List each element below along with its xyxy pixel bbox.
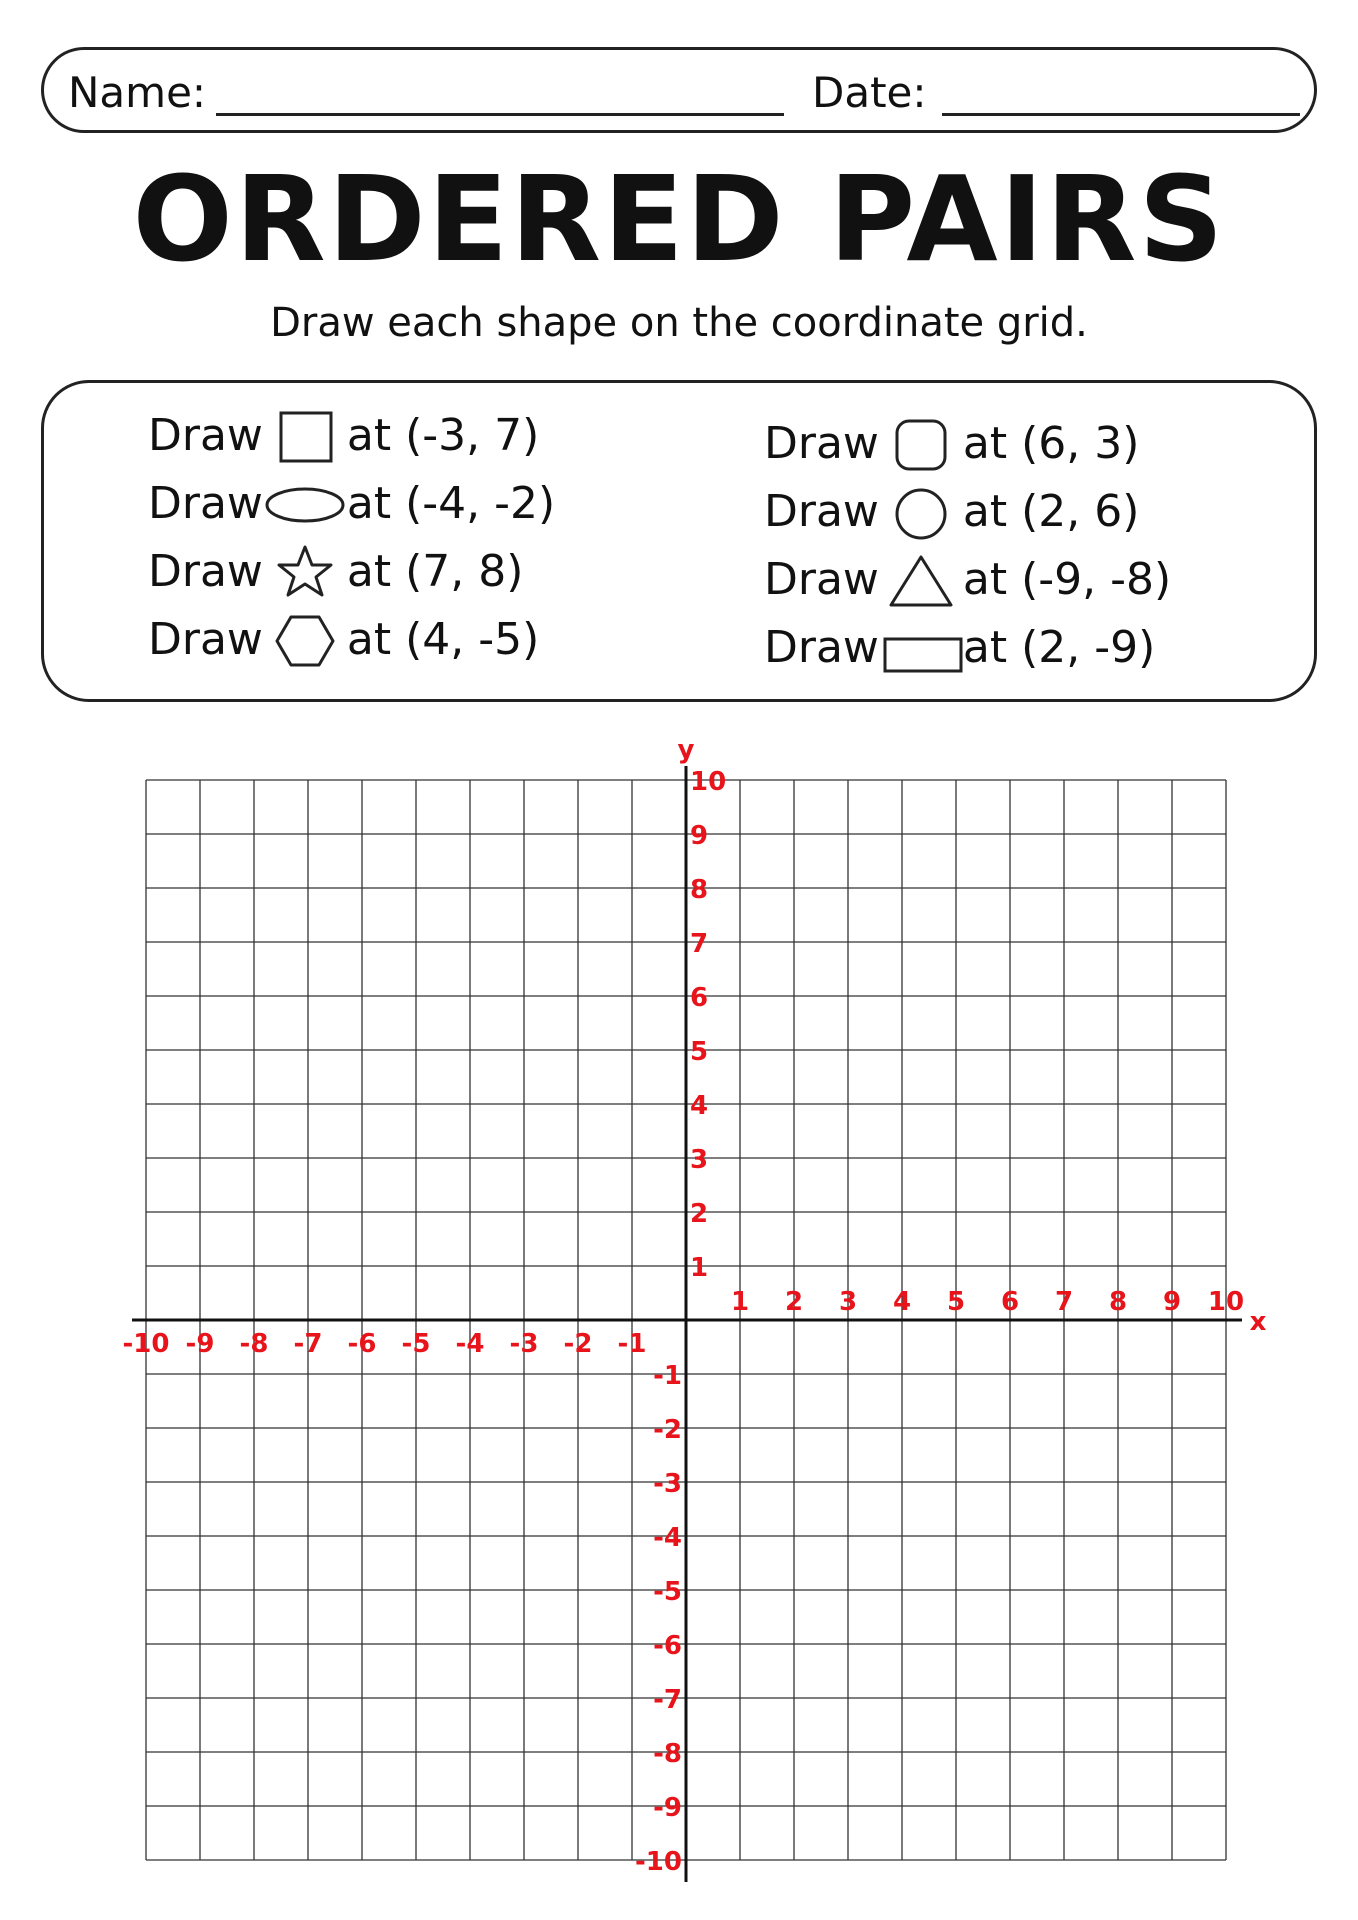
y-tick-label: -9 [653, 1793, 682, 1823]
x-tick-label: -1 [617, 1329, 647, 1359]
instruction-coords: at (4, -5) [346, 613, 540, 665]
axes [132, 766, 1245, 1882]
x-tick-label: 1 [730, 1287, 750, 1317]
x-tick-label: -9 [185, 1329, 215, 1359]
y-tick-label: 8 [690, 875, 709, 905]
y-tick-label: 3 [690, 1145, 709, 1175]
instruction-verb: Draw [764, 621, 879, 673]
instruction-coords: at (7, 8) [346, 545, 524, 597]
y-tick-label: -3 [653, 1469, 682, 1499]
x-axis-label: x [1249, 1307, 1267, 1337]
x-tick-label: 2 [784, 1287, 804, 1317]
x-tick-label: -3 [509, 1329, 539, 1359]
instruction-verb: Draw [764, 485, 879, 537]
page-title: ORDERED PAIRS [132, 150, 1226, 288]
x-tick-label: -10 [122, 1329, 170, 1359]
y-tick-label: -2 [653, 1415, 682, 1445]
page-subtitle: Draw each shape on the coordinate grid. [270, 300, 1088, 346]
y-tick-label: -4 [653, 1523, 682, 1553]
y-tick-label: 5 [690, 1037, 709, 1067]
instruction-verb: Draw [764, 553, 879, 605]
instruction-coords: at (-3, 7) [346, 409, 540, 461]
x-tick-label: -8 [239, 1329, 269, 1359]
x-tick-label: 9 [1162, 1287, 1182, 1317]
x-tick-label: 6 [1000, 1287, 1020, 1317]
instruction-coords: at (-4, -2) [346, 477, 556, 529]
instruction-verb: Draw [764, 417, 879, 469]
x-tick-label: 7 [1054, 1287, 1074, 1317]
x-tick-label: 10 [1207, 1287, 1245, 1317]
instruction-coords: at (-9, -8) [962, 553, 1172, 605]
instruction-verb: Draw [148, 613, 263, 665]
y-tick-label: -10 [635, 1847, 682, 1877]
y-tick-label: -1 [653, 1361, 682, 1391]
y-tick-label: 4 [690, 1091, 709, 1121]
instruction-verb: Draw [148, 477, 263, 529]
instruction-verb: Draw [148, 409, 263, 461]
y-tick-label: 7 [690, 929, 709, 959]
x-tick-label: 5 [946, 1287, 966, 1317]
instruction-coords: at (2, -9) [962, 621, 1156, 673]
x-tick-label: -4 [455, 1329, 485, 1359]
y-tick-label: 6 [690, 983, 709, 1013]
instruction-coords: at (6, 3) [962, 417, 1140, 469]
y-tick-label: -5 [653, 1577, 682, 1607]
y-tick-label: 10 [690, 767, 727, 797]
y-tick-label: -6 [653, 1631, 682, 1661]
y-tick-label: 9 [690, 821, 709, 851]
instruction-coords: at (2, 6) [962, 485, 1140, 537]
y-tick-label: 1 [690, 1253, 709, 1283]
tick-labels [123, 767, 1245, 1877]
x-tick-label: -2 [563, 1329, 593, 1359]
x-tick-label: 3 [838, 1287, 858, 1317]
x-tick-label: 8 [1108, 1287, 1128, 1317]
x-tick-label: -5 [401, 1329, 431, 1359]
instruction-verb: Draw [148, 545, 263, 597]
y-tick-label: 2 [690, 1199, 709, 1229]
x-tick-label: -6 [347, 1329, 377, 1359]
date-label: Date: [812, 68, 927, 117]
y-tick-label: -7 [653, 1685, 682, 1715]
x-tick-label: -7 [293, 1329, 323, 1359]
y-tick-label: -8 [653, 1739, 682, 1769]
name-label: Name: [68, 68, 207, 117]
y-axis-label: y [677, 735, 695, 765]
x-tick-label: 4 [892, 1287, 912, 1317]
